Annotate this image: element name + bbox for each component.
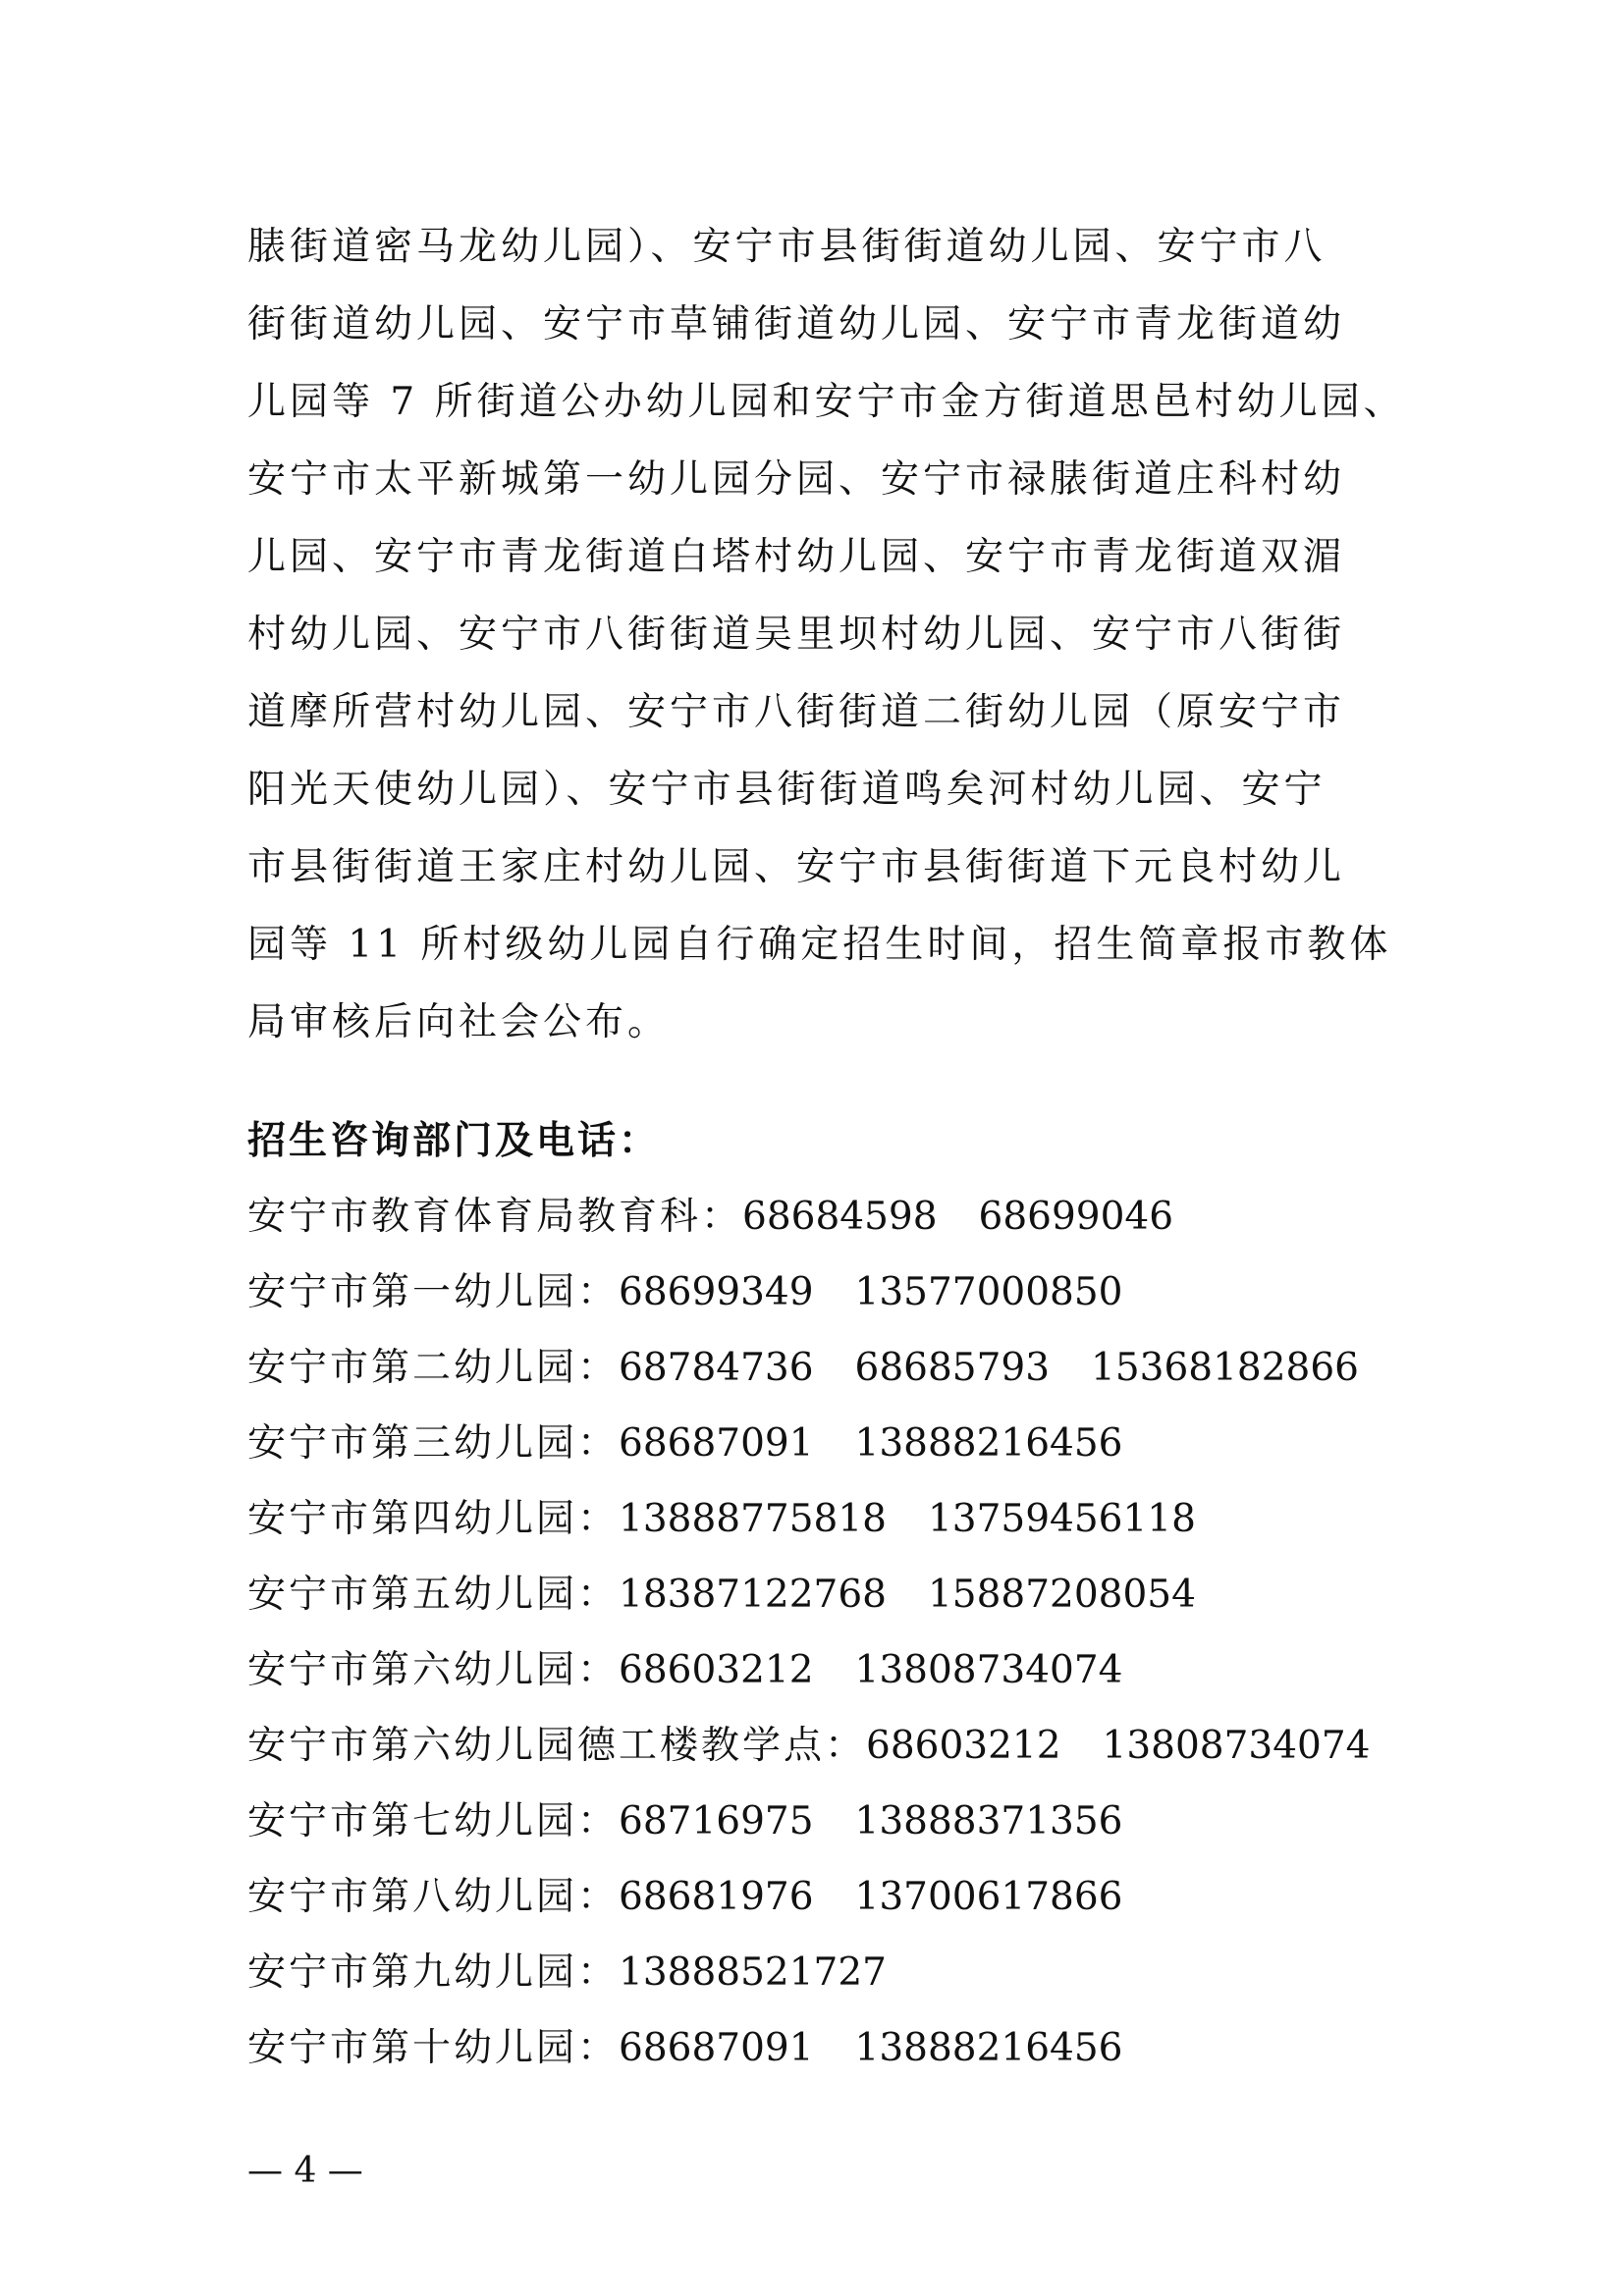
paragraph-line: 市县街街道王家庄村幼儿园、安宁市县街街道下元良村幼儿 xyxy=(247,845,1346,889)
phone-number: 13888521727 xyxy=(619,1950,887,1995)
contact-name: 安宁市第二幼儿园： xyxy=(247,1346,620,1390)
phone-number: 68687091 xyxy=(619,2026,814,2070)
contact-row xyxy=(247,1935,1426,2010)
phone-number: 68784736 xyxy=(619,1346,814,1390)
paragraph-line: 村幼儿园、安宁市八街街道吴里坝村幼儿园、安宁市八街街 xyxy=(247,613,1346,657)
paragraph-line: 儿园等 7 所街道公办幼儿园和安宁市金方街道思邑村幼儿园、 xyxy=(247,380,1406,424)
page-number: — 4 — xyxy=(247,2151,363,2191)
contact-row xyxy=(247,1330,1426,1406)
phone-number: 15887208054 xyxy=(927,1573,1196,1617)
phone-number: 68699046 xyxy=(978,1195,1174,1239)
contact-heading: 招生咨询部门及电话： xyxy=(247,1118,661,1163)
contact-row xyxy=(247,1784,1426,1859)
phone-number: 13888371356 xyxy=(854,1799,1123,1843)
contact-name: 安宁市第六幼儿园德工楼教学点： xyxy=(247,1724,867,1768)
paragraph-line: 安宁市太平新城第一幼儿园分园、安宁市禄脿街道庄科村幼 xyxy=(247,457,1346,502)
contact-row xyxy=(247,1179,1426,1255)
phone-number: 68716975 xyxy=(619,1799,814,1843)
contact-row xyxy=(247,1557,1426,1632)
contact-row xyxy=(247,1481,1426,1557)
paragraph-line: 阳光天使幼儿园）、安宁市县街街道鸣矣河村幼儿园、安宁 xyxy=(247,768,1326,812)
phone-number: 13759456118 xyxy=(927,1497,1196,1541)
contact-name: 安宁市第一幼儿园： xyxy=(247,1270,620,1314)
contact-name: 安宁市第三幼儿园： xyxy=(247,1421,620,1466)
paragraph-line: 道摩所营村幼儿园、安宁市八街街道二街幼儿园（原安宁市 xyxy=(247,690,1346,734)
phone-number: 68603212 xyxy=(866,1724,1061,1768)
contact-name: 安宁市第六幼儿园： xyxy=(247,1648,620,1692)
phone-number: 13888216456 xyxy=(854,2026,1123,2070)
phone-number: 13888216456 xyxy=(854,1421,1123,1466)
contact-name: 安宁市第四幼儿园： xyxy=(247,1497,620,1541)
paragraph-line: 局审核后向社会公布。 xyxy=(247,1000,671,1044)
body-paragraph xyxy=(247,208,1406,1061)
contact-name: 安宁市第十幼儿园： xyxy=(247,2026,620,2070)
phone-number: 13808734074 xyxy=(1102,1724,1371,1768)
phone-number: 68687091 xyxy=(619,1421,814,1466)
contact-row xyxy=(247,1406,1426,1481)
contact-row xyxy=(247,2010,1426,2086)
phone-number: 68603212 xyxy=(619,1648,814,1692)
contact-name: 安宁市第七幼儿园： xyxy=(247,1799,620,1843)
contact-row xyxy=(247,1255,1426,1330)
contact-name: 安宁市第八幼儿园： xyxy=(247,1875,620,1919)
contact-list xyxy=(247,1103,1426,2086)
contact-name: 安宁市教育体育局教育科： xyxy=(247,1195,743,1239)
phone-number: 15368182866 xyxy=(1091,1346,1359,1390)
phone-number: 68681976 xyxy=(619,1875,814,1919)
contact-row xyxy=(247,1708,1426,1784)
paragraph-line: 街街道幼儿园、安宁市草铺街道幼儿园、安宁市青龙街道幼 xyxy=(247,302,1346,347)
phone-number: 13808734074 xyxy=(854,1648,1123,1692)
phone-number: 18387122768 xyxy=(619,1573,887,1617)
paragraph-line: 脿街道密马龙幼儿园）、安宁市县街街道幼儿园、安宁市八 xyxy=(247,225,1326,269)
contact-name: 安宁市第九幼儿园： xyxy=(247,1950,620,1995)
contact-row xyxy=(247,1632,1426,1708)
contact-name: 安宁市第五幼儿园： xyxy=(247,1573,620,1617)
paragraph-line: 儿园、安宁市青龙街道白塔村幼儿园、安宁市青龙街道双湄 xyxy=(247,535,1346,579)
phone-number: 68685793 xyxy=(854,1346,1051,1390)
phone-number: 68684598 xyxy=(742,1195,938,1239)
contact-row xyxy=(247,1859,1426,1935)
phone-number: 68699349 xyxy=(619,1270,814,1314)
paragraph-line: 园等 11 所村级幼儿园自行确定招生时间，招生简章报市教体 xyxy=(247,923,1392,967)
phone-number: 13577000850 xyxy=(854,1270,1123,1314)
phone-number: 13888775818 xyxy=(619,1497,887,1541)
phone-number: 13700617866 xyxy=(854,1875,1123,1919)
